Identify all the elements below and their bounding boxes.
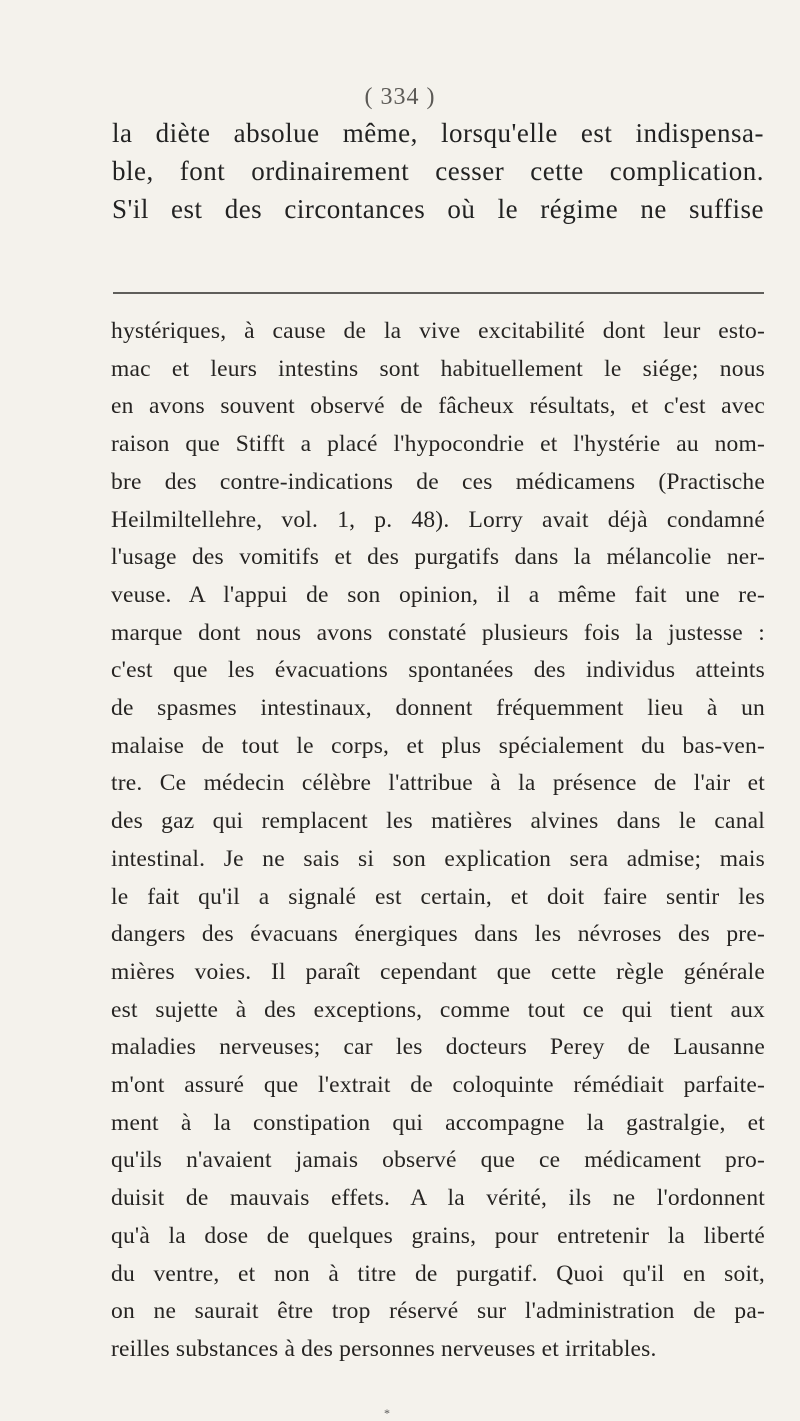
body-line: l'usage des vomitifs et des purgatifs dans la mélancolie ner- — [111, 544, 765, 571]
body-line: veuse. A l'appui de son opinion, il a même fait une re- — [111, 581, 765, 608]
body-line: hystériques, à cause de la vive excitabilité dont leur esto- — [111, 318, 765, 344]
body-line: intestinal. Je ne sais si son explication sera admise; mais — [111, 845, 765, 872]
body-line: raison que Stifft a placé l'hypocondrie et l'hystérie au nom- — [111, 431, 765, 458]
page-number: ( 334 ) — [364, 84, 436, 110]
body-line: de spasmes intestinaux, donnent fréquemment lieu à un — [111, 695, 765, 722]
top-line: ble, font ordinairement cesser cette complication. — [112, 156, 764, 186]
body-line: du ventre, et non à titre de purgatif. Quoi qu'il en soit, — [111, 1260, 765, 1287]
body-line: bre des contre-indications de ces médicamens (Practische — [111, 468, 765, 495]
body-line: est sujette à des exceptions, comme tout ce qui tient aux — [111, 996, 765, 1023]
body-line: maladies nerveuses; car les docteurs Perey de Lausanne — [111, 1034, 765, 1061]
body-line: Heilmiltellehre, vol. 1, p. 48). Lorry avait déjà condamné — [111, 506, 765, 533]
top-line: S'il est des circontances où le régime ne suffise — [112, 194, 764, 224]
body-line: dangers des évacuans énergiques dans les névroses des pre- — [111, 921, 765, 948]
body-paragraph — [111, 313, 765, 1369]
body-line: m'ont assuré que l'extrait de coloquinte rémédiait parfaite- — [111, 1072, 765, 1099]
body-line: malaise de tout le corps, et plus spécialement du bas-ven- — [111, 732, 765, 759]
top-text-fragment — [112, 114, 764, 228]
body-line: des gaz qui remplacent les matières alvines dans le canal — [111, 808, 765, 835]
body-line: c'est que les évacuations spontanées des individus atteints — [111, 657, 765, 684]
body-line: ment à la constipation qui accompagne la gastralgie, et — [111, 1109, 765, 1136]
body-line: tre. Ce médecin célèbre l'attribue à la présence de l'air et — [111, 770, 765, 797]
body-line: en avons souvent observé de fâcheux résultats, et c'est avec — [111, 393, 765, 420]
body-line: le fait qu'il a signalé est certain, et doit faire sentir les — [111, 883, 765, 910]
body-line: mac et leurs intestins sont habituellement le siége; nous — [111, 355, 765, 382]
top-line: la diète absolue même, lorsqu'elle est indispensa- — [112, 118, 764, 148]
body-line: on ne saurait être trop réservé sur l'administration de pa- — [111, 1298, 765, 1325]
body-line: qu'à la dose de quelques grains, pour entretenir la liberté — [111, 1222, 765, 1249]
body-line: mières voies. Il paraît cependant que cette règle générale — [111, 958, 765, 985]
body-line: duisit de mauvais effets. A la vérité, ils ne l'ordonnent — [111, 1185, 765, 1212]
section-divider — [113, 292, 764, 294]
footer-mark: * — [384, 1406, 390, 1420]
body-line: marque dont nous avons constaté plusieurs fois la justesse : — [111, 619, 765, 646]
body-line: reilles substances à des personnes nerveuses et irritables. — [111, 1335, 657, 1362]
body-line: qu'ils n'avaient jamais observé que ce médicament pro- — [111, 1147, 765, 1174]
